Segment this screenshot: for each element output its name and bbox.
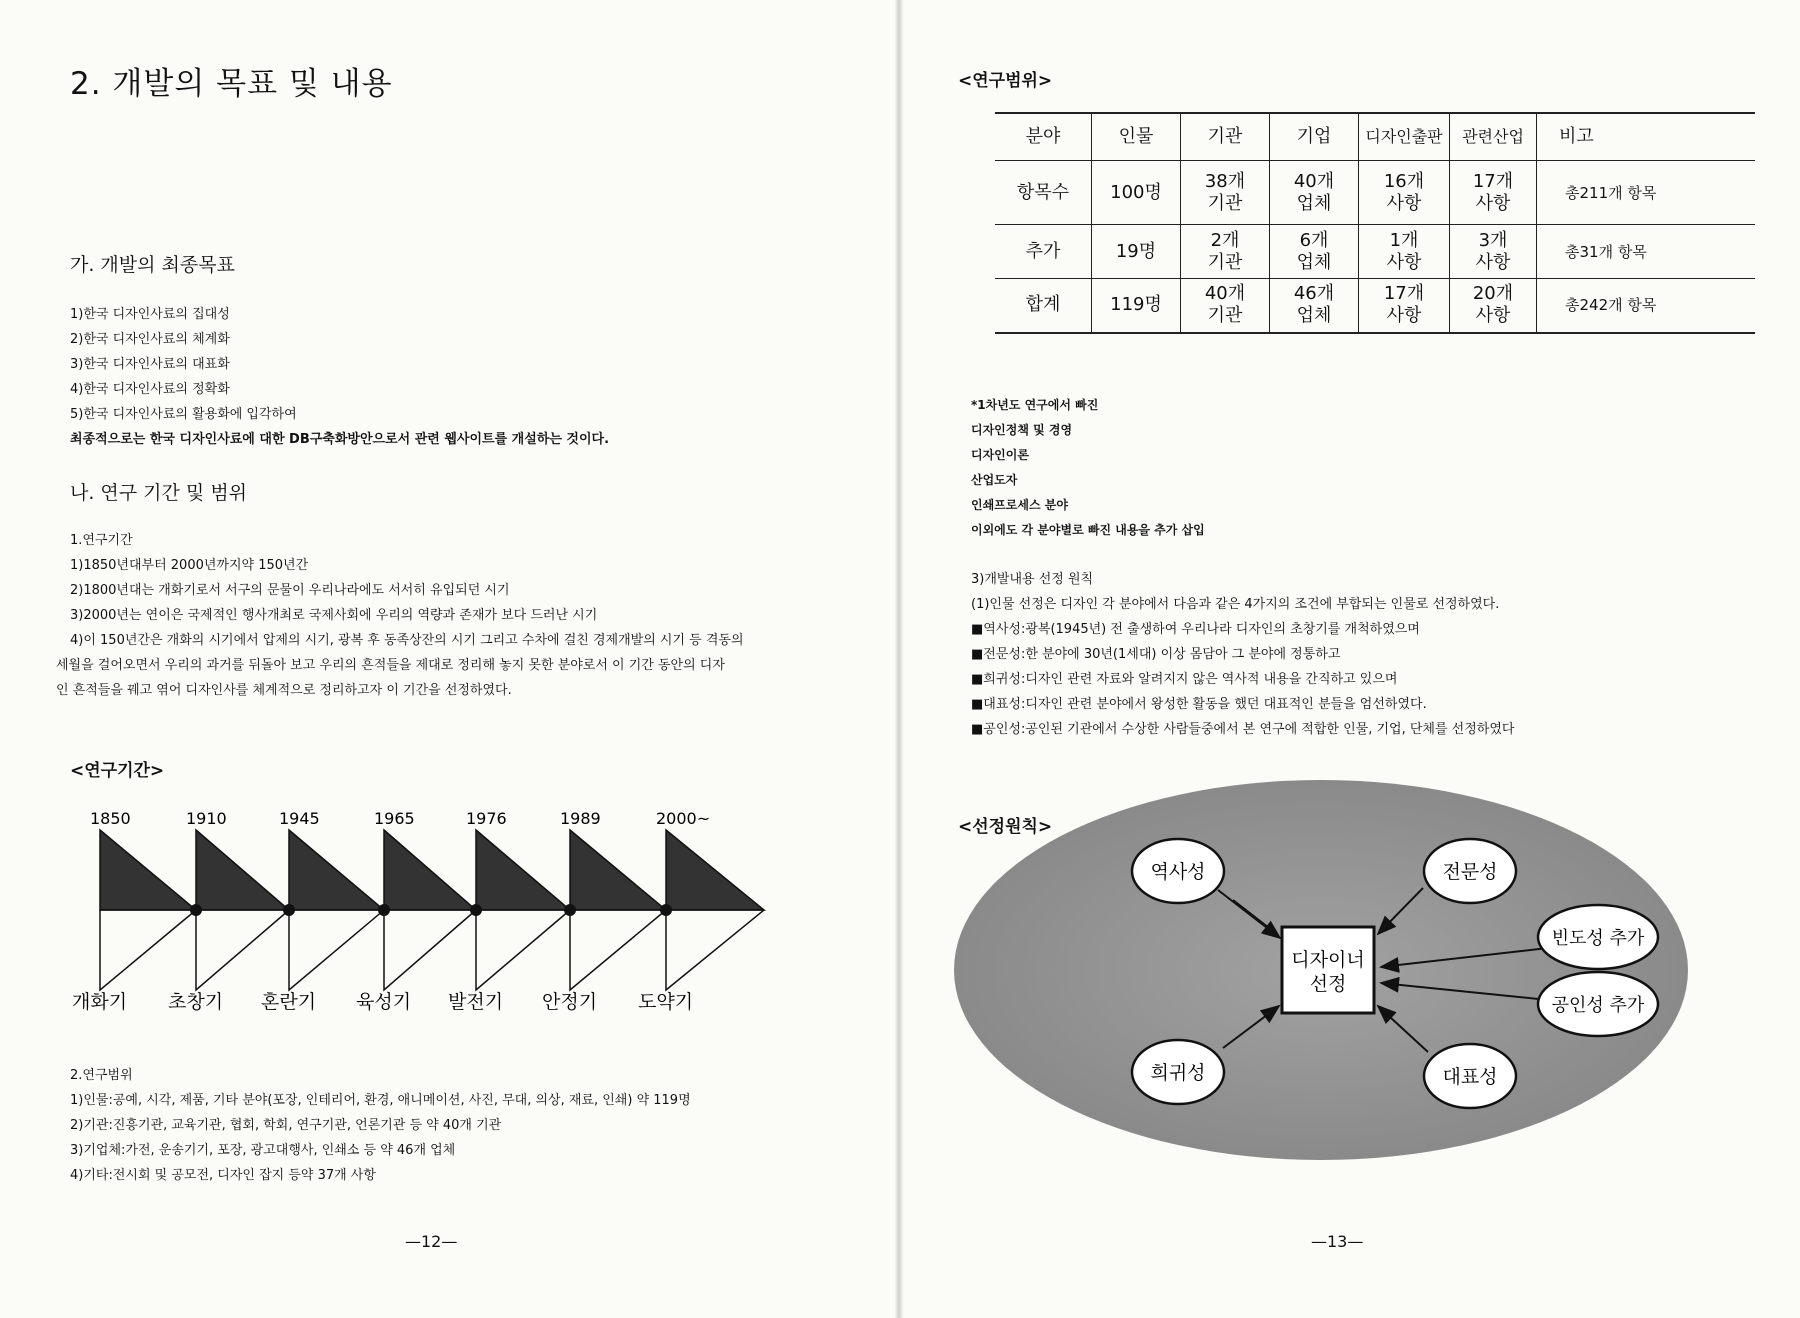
period-paragraph-line: 세월을 걸어오면서 우리의 과거를 뒤돌아 보고 우리의 흔적들을 제대로 정리해 놓지 못한 분야로서 이 기간 동안의 디자 [56,658,725,673]
timeline-era-label: 발전기 [448,991,504,1013]
table-header-cell: 인물 [1092,113,1181,161]
table-cell: 추가 [995,225,1092,279]
table-cell: 2개 기관 [1181,225,1270,279]
timeline-era-label: 개화기 [72,991,128,1013]
table-cell: 17개 사항 [1450,161,1537,225]
table-cell: 합계 [995,279,1092,333]
goal-item: 2)한국 디자인사료의 체계화 [70,332,230,347]
table-cell: 항목수 [995,161,1092,225]
timeline-year-label: 1850 [90,809,131,828]
section-b-heading: 나. 연구 기간 및 범위 [70,482,248,504]
table-cell: 40개 기관 [1181,279,1270,333]
principles-title: 3)개발내용 선정 원칙 [971,572,1094,587]
timeline-year-label: 1976 [466,809,507,828]
table-cell: 3개 사항 [1450,225,1537,279]
goal-conclusion: 최종적으로는 한국 디자인사료에 대한 DB구축화방안으로서 관련 웹사이트를 개설하는 것이다. [70,432,610,447]
table-cell: 6개 업체 [1270,225,1359,279]
scope-table [995,112,1755,334]
excluded-item: *1차년도 연구에서 빠진 [971,398,1099,412]
table-cell: 40개 업체 [1270,161,1359,225]
table-heading: <연구범위> [958,71,1053,91]
timeline-era-label: 안정기 [542,991,598,1013]
table-cell: 38개 기관 [1181,161,1270,225]
table-header-cell: 기관 [1181,113,1270,161]
table-cell: 총31개 항목 [1537,225,1756,279]
table-cell: 17개 사항 [1359,279,1450,333]
principle-item: ■전문성:한 분야에 30년(1세대) 이상 몸담아 그 분야에 정통하고 [971,647,1341,662]
timeline-year-label: 1989 [560,809,601,828]
timeline-period-shape [384,830,476,910]
timeline-period-shape [476,830,570,910]
period-paragraph-line: 인 흔적들을 꿰고 엮어 디자인사를 체계적으로 정리하고자 이 기간을 선정하였다. [56,683,512,698]
period-paragraph-line: 4)이 150년간은 개화의 시기에서 압제의 시기, 광복 후 동족상잔의 시기 그리고 수차에 걸친 경제개발의 시기 등 격동의 [70,633,744,648]
table-cell: 20개 사항 [1450,279,1537,333]
timeline-diagram [0,800,895,1030]
timeline-node [470,904,482,916]
timeline-era-label: 육성기 [356,991,412,1013]
scope-item: 2)기관:진흥기관, 교육기관, 협회, 학회, 연구기관, 언론기관 등 약 40개 기관 [70,1118,502,1133]
scope-item: 4)기타:전시회 및 공모전, 디자인 잡지 등약 37개 사항 [70,1168,376,1183]
table-header-cell: 비고 [1537,113,1756,161]
goal-list [70,302,609,452]
table-cell: 100명 [1092,161,1181,225]
timeline-period-outline [289,910,384,990]
node-expertise-label: 전문성 [1442,861,1498,883]
scope-item: 1)인물:공예, 시각, 제품, 기타 분야(포장, 인테리어, 환경, 애니메이션, 사진, 무대, 의상, 재료, 인쇄) 약 119명 [70,1093,691,1108]
diagram-heading: <선정원칙> [958,817,1053,837]
node-frequency-label: 빈도성 추가 [1551,928,1645,949]
center-label: 디자이너 [1291,949,1365,971]
principles-intro: (1)인물 선정은 디자인 각 분야에서 다음과 같은 4가지의 조건에 부합되는 인물로 선정하였다. [971,597,1500,612]
scope-list [70,1063,691,1188]
page-number: —13— [1311,1232,1364,1251]
excluded-item: 디자인이론 [971,448,1029,462]
selection-diagram [903,770,1800,1170]
table-cell: 총242개 항목 [1537,279,1756,333]
timeline-node [564,904,576,916]
table-cell: 1개 사항 [1359,225,1450,279]
principles-list [971,567,1514,742]
table-header-cell: 디자인출판 [1359,113,1450,161]
center-label: 선정 [1309,973,1347,995]
node-certified-label: 공인성 추가 [1551,995,1645,1016]
right-page [903,0,1800,1318]
table-row [995,279,1755,333]
table-header-cell: 관련산업 [1450,113,1537,161]
timeline-year-label: 1945 [279,809,320,828]
timeline-period-outline [476,910,570,990]
page-gutter [895,0,903,1318]
timeline-period-shape [666,830,764,910]
table-row [995,225,1755,279]
excluded-item: 인쇄프로세스 분야 [971,498,1068,512]
timeline-node [378,904,390,916]
node-rarity-label: 희귀성 [1150,1062,1206,1084]
principle-item: ■역사성:광복(1945년) 전 출생하여 우리나라 디자인의 초창기를 개척하였으며 [971,622,1420,637]
timeline-period-shape [570,830,666,910]
excluded-list [971,393,1205,543]
timeline-period-shape [100,830,196,910]
timeline-period-outline [384,910,476,990]
principle-item: ■대표성:디자인 관련 분야에서 왕성한 활동을 했던 대표적인 분들을 엄선하였다. [971,697,1427,712]
node-history-label: 역사성 [1150,861,1206,883]
goal-item: 1)한국 디자인사료의 집대성 [70,307,230,322]
period-item: 3)2000년는 연이은 국제적인 행사개최로 국제사회에 우리의 역량과 존재가 보다 드러난 시기 [70,608,598,623]
timeline-year-label: 1965 [374,809,415,828]
table-cell: 총211개 항목 [1537,161,1756,225]
goal-item: 5)한국 디자인사료의 활용화에 입각하여 [70,407,297,422]
period-list [70,528,744,653]
period-item: 1)1850년대부터 2000년까지약 150년간 [70,558,309,573]
timeline-heading: <연구기간> [70,761,165,781]
table-cell: 16개 사항 [1359,161,1450,225]
node-representative-label: 대표성 [1442,1066,1498,1088]
timeline-era-label: 도약기 [638,991,694,1013]
period-item: 2)1800년대는 개화기로서 서구의 문물이 우리나라에도 서서히 유입되던 시기 [70,583,510,598]
page-number: —12— [405,1232,458,1251]
timeline-year-label: 1910 [186,809,227,828]
timeline-era-label: 혼란기 [261,991,317,1013]
table-header-cell: 기업 [1270,113,1359,161]
table-cell: 19명 [1092,225,1181,279]
timeline-period-shape [289,830,384,910]
scope-item: 3)기업체:가전, 운송기기, 포장, 광고대행사, 인쇄소 등 약 46개 업체 [70,1143,456,1158]
excluded-item: 디자인정책 및 경영 [971,423,1073,437]
principle-item: ■공인성:공인된 기관에서 수상한 사람들중에서 본 연구에 적합한 인물, 기업, 단체를 선정하였다 [971,722,1515,737]
page-title: 2. 개발의 목표 및 내용 [70,66,393,102]
timeline-node [283,904,295,916]
table-cell: 46개 업체 [1270,279,1359,333]
left-page [0,0,895,1318]
timeline-period-shape [196,830,289,910]
goal-item: 3)한국 디자인사료의 대표화 [70,357,230,372]
period-title: 1.연구기간 [70,533,133,548]
excluded-item: 이외에도 각 분야별로 빠진 내용을 추가 삽입 [971,523,1205,537]
timeline-node [190,904,202,916]
timeline-period-outline [100,910,196,990]
timeline-year-label: 2000~ [656,809,711,828]
timeline-period-outline [666,910,764,990]
timeline-period-outline [196,910,289,990]
timeline-era-label: 초창기 [168,991,224,1013]
period-paragraph [56,653,725,703]
section-a-heading: 가. 개발의 최종목표 [70,254,235,276]
timeline-period-outline [570,910,666,990]
table-row [995,161,1755,225]
table-header-row [995,113,1755,161]
excluded-item: 산업도자 [971,473,1018,487]
goal-item: 4)한국 디자인사료의 정확화 [70,382,230,397]
table-cell: 119명 [1092,279,1181,333]
timeline-node [660,904,672,916]
scope-title: 2.연구범위 [70,1068,133,1083]
principle-item: ■희귀성:디자인 관련 자료와 알려지지 않은 역사적 내용을 간직하고 있으며 [971,672,1398,687]
table-header-cell: 분야 [995,113,1092,161]
